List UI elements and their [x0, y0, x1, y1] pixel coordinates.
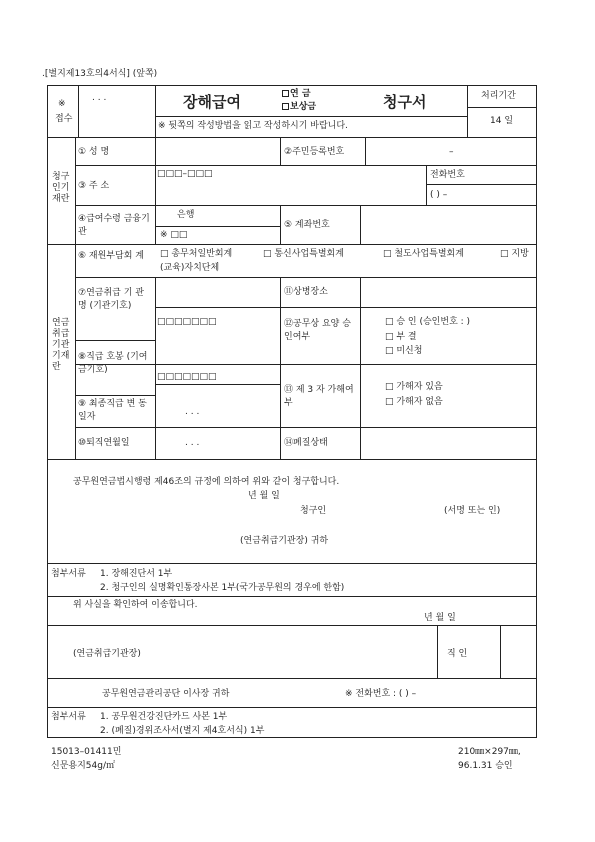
- footer-recipient: 공무원연금관리공단 이사장 귀하: [102, 689, 230, 699]
- third-party-no[interactable]: □ 가해자 없음: [385, 397, 443, 407]
- sign-field[interactable]: (서명 또는 인): [444, 506, 501, 516]
- bank-name-field[interactable]: 은행: [177, 210, 195, 220]
- claimant-section-label: 청구인기재란: [52, 172, 70, 204]
- reception-label: 접수: [55, 114, 73, 124]
- attachment-item: 2. 청구인의 실명확인통장사본 1부(국가공무원의 경우에 한함): [100, 583, 345, 593]
- checkbox-icon: [282, 90, 289, 97]
- fund-option-general[interactable]: □ 총무처일반회계: [160, 249, 233, 259]
- bank-code-field[interactable]: ※ □□: [160, 230, 188, 240]
- rrn-label: ②주민등록번호: [284, 147, 345, 157]
- approval-date: 96.1.31 승인: [458, 761, 513, 771]
- fund-option-local-cont: (교육)자치단체: [160, 263, 220, 273]
- third-party-label: ⑬ 제 3 자 가해여부: [284, 385, 354, 408]
- footer-phone: ※ 전화번호 : ( ) –: [345, 689, 417, 699]
- declaration-date: 년 월 일: [248, 491, 280, 501]
- form-code: 15013–01411민: [51, 747, 122, 757]
- retire-date-field[interactable]: . . .: [185, 438, 200, 448]
- attachments-label: 첨부서류: [51, 569, 86, 579]
- processing-value: 14 일: [490, 116, 514, 126]
- injury-place-label: ⑪상병장소: [284, 287, 328, 297]
- rank-label: ⑧직급 호봉 (기여금기호): [78, 352, 148, 375]
- confirm-date: 년 월 일: [424, 613, 456, 623]
- third-party-yes[interactable]: □ 가해자 있음: [385, 382, 443, 392]
- final-rank-label: ⑨ 최종직급 변 동일자: [78, 399, 147, 422]
- name-field[interactable]: [157, 139, 278, 163]
- duty-option-rejected[interactable]: □ 부 결: [385, 332, 417, 342]
- form-id: .[별지제13호의4서식] (앞쪽): [42, 69, 158, 79]
- reception-marker: ※: [58, 99, 66, 109]
- agency-section-label: 연금취급기관기재란: [52, 318, 70, 372]
- checkbox-icon: [282, 103, 289, 110]
- disability-label: ⑭폐질상태: [284, 438, 328, 448]
- footer-attach-item: 2. (폐질)경위조사서(별지 제4호서식) 1부: [100, 726, 265, 736]
- final-rank-date-field[interactable]: . . .: [185, 407, 200, 417]
- retire-label: ⑩퇴직연월일: [78, 438, 130, 448]
- fund-option-railway[interactable]: □ 철도사업특별회계: [383, 249, 464, 259]
- claimant-sign-label: 청구인: [300, 506, 327, 516]
- header-note: ※ 뒷쪽의 작성방법을 읽고 작성하시기 바랍니다.: [158, 121, 348, 131]
- footer-attach-item: 1. 공무원건강진단카드 사본 1부: [100, 712, 228, 722]
- duty-label: ⑫공무상 요양 승인여부: [284, 319, 351, 342]
- official-seal-label: 직 인: [447, 649, 468, 659]
- option-compensation[interactable]: 보상금: [282, 103, 316, 112]
- declaration-recipient: (연금취급기관장) 귀하: [240, 536, 329, 546]
- duty-option-approved[interactable]: □ 승 인 (승인번호 : ): [385, 317, 471, 327]
- fund-label: ⑥ 재원부담회 계: [78, 251, 144, 261]
- footer-attach-label: 첨부서류: [51, 712, 86, 722]
- phone-label: 전화번호: [430, 170, 465, 180]
- account-no-field[interactable]: [362, 207, 535, 242]
- paper-size: 210㎜×297㎜,: [458, 747, 521, 757]
- option-pension[interactable]: 연 금: [282, 90, 311, 99]
- fund-option-local[interactable]: □ 지방: [500, 249, 529, 259]
- duty-option-none[interactable]: □ 미신청: [385, 346, 423, 356]
- address-label: ③ 주 소: [78, 181, 110, 191]
- office-label: ⑦연금취급 기 관 명 (기관기호): [78, 288, 144, 311]
- name-label: ① 성 명: [78, 147, 110, 157]
- reception-date: . . .: [92, 93, 107, 103]
- paper-spec: 신문용지54g/㎡: [51, 761, 115, 771]
- account-no-label: ⑤ 계좌번호: [284, 220, 330, 230]
- attachment-item: 1. 장해진단서 1부: [100, 569, 173, 579]
- phone-field[interactable]: ( ) –: [430, 190, 448, 200]
- confirm-text: 위 사실을 확인하여 이송합니다.: [73, 600, 198, 610]
- office-code-field[interactable]: □□□□□□□: [157, 317, 217, 327]
- official-seal-field[interactable]: [502, 627, 535, 676]
- processing-label: 처리기간: [481, 91, 516, 101]
- title-right: 청구서: [383, 93, 427, 111]
- fund-option-telecom[interactable]: □ 통신사업특별회계: [263, 249, 344, 259]
- title-left: 장해급여: [183, 93, 241, 111]
- rrn-field[interactable]: –: [449, 147, 454, 157]
- disability-field[interactable]: [362, 429, 535, 457]
- address-field[interactable]: □□□–□□□: [157, 169, 213, 179]
- agency-head-label: (연금취급기관장): [73, 649, 141, 659]
- declaration-text: 공무원연금법시행령 제46조의 규정에 의하여 위와 같이 청구합니다.: [73, 477, 340, 487]
- rank-code-field[interactable]: □□□□□□□: [157, 372, 217, 382]
- account-label: ④급여수령 금융기관: [78, 214, 150, 237]
